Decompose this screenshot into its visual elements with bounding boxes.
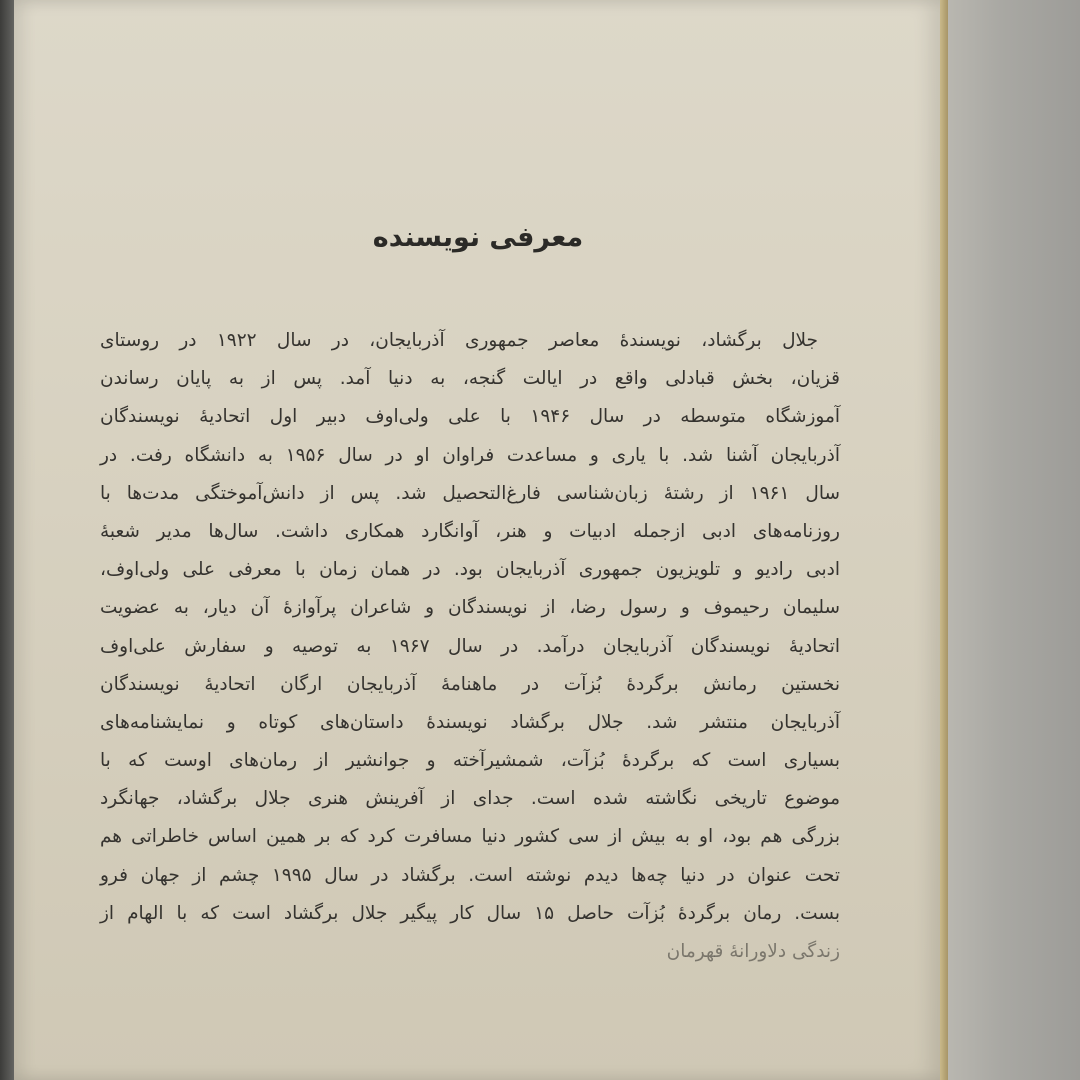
text-line: بسیاری است که برگردهٔ بُزآت، شمشیرآخته و جوانشیر از رمان‌های اوست که با bbox=[100, 750, 840, 772]
text-line: سال ۱۹۶۱ از رشتهٔ زبان‌شناسی فارغ‌التحصیل شد. پس از دانش‌آموختگی مدت‌ها با bbox=[100, 482, 841, 504]
text-line: سلیمان رحیموف و رسول رضا، از نویسندگان و شاعران پرآوازهٔ آن دیار، به عضویت bbox=[100, 597, 840, 619]
text-line: بست. رمان برگردهٔ بُزآت حاصل ۱۵ سال کار پیگیر جلال برگشاد است که با الهام از bbox=[100, 902, 840, 924]
text-line: زندگی دلاورانهٔ قهرمان bbox=[666, 941, 840, 962]
body-paragraph bbox=[100, 322, 840, 971]
text-line: آذربایجان منتشر شد. جلال برگشاد نویسندهٔ داستان‌های کوتاه و نمایشنامه‌های bbox=[100, 711, 840, 733]
text-line: آذربایجان آشنا شد. با یاری و مساعدت فراوان او در سال ۱۹۵۶ به دانشگاه رفت. در bbox=[100, 444, 840, 466]
text-line: موضوع تاریخی نگاشته شده است. جدای از آفرینش هنری جلال برگشاد، جهانگرد bbox=[100, 788, 840, 810]
text-line: تحت عنوان در دنیا چه‌ها دیدم نوشته است. برگشاد در سال ۱۹۹۵ چشم از جهان فرو bbox=[100, 864, 840, 886]
page-title: معرفی نویسنده bbox=[372, 222, 584, 253]
text-line: نخستین رمانش برگردهٔ بُزآت در ماهنامهٔ آذربایجان ارگان اتحادیهٔ نویسندگان bbox=[100, 673, 840, 695]
text-line: قزیان، بخش قبادلی واقع در ایالت گنجه، به دنیا آمد. پس از به پایان رساندن bbox=[100, 368, 840, 390]
text-line: آموزشگاه متوسطه در سال ۱۹۴۶ با علی ولی‌اوف دبیر اول اتحادیهٔ نویسندگان bbox=[100, 406, 840, 428]
text-line: روزنامه‌های ادبی ازجمله ادبیات و هنر، آوانگارد همکاری داشت. سال‌ها مدیر شعبهٔ bbox=[100, 520, 840, 542]
text-line: جلال برگشاد، نویسندهٔ معاصر جمهوری آذربایجان، در سال ۱۹۲۲ در روستای bbox=[100, 330, 818, 351]
text-line: بزرگی هم بود، او به بیش از سی کشور دنیا مسافرت کرد که بر همین اساس خاطراتی هم bbox=[100, 826, 840, 848]
text-line: ادبی رادیو و تلویزیون جمهوری آذربایجان بود. در همان زمان با معرفی علی ولی‌اوف، bbox=[100, 559, 840, 581]
adjacent-page bbox=[948, 0, 1080, 1080]
page-edge bbox=[940, 0, 948, 1080]
text-line: اتحادیهٔ نویسندگان آذربایجان درآمد. در سال ۱۹۶۷ به توصیه و سفارش علی‌اوف bbox=[100, 635, 840, 657]
